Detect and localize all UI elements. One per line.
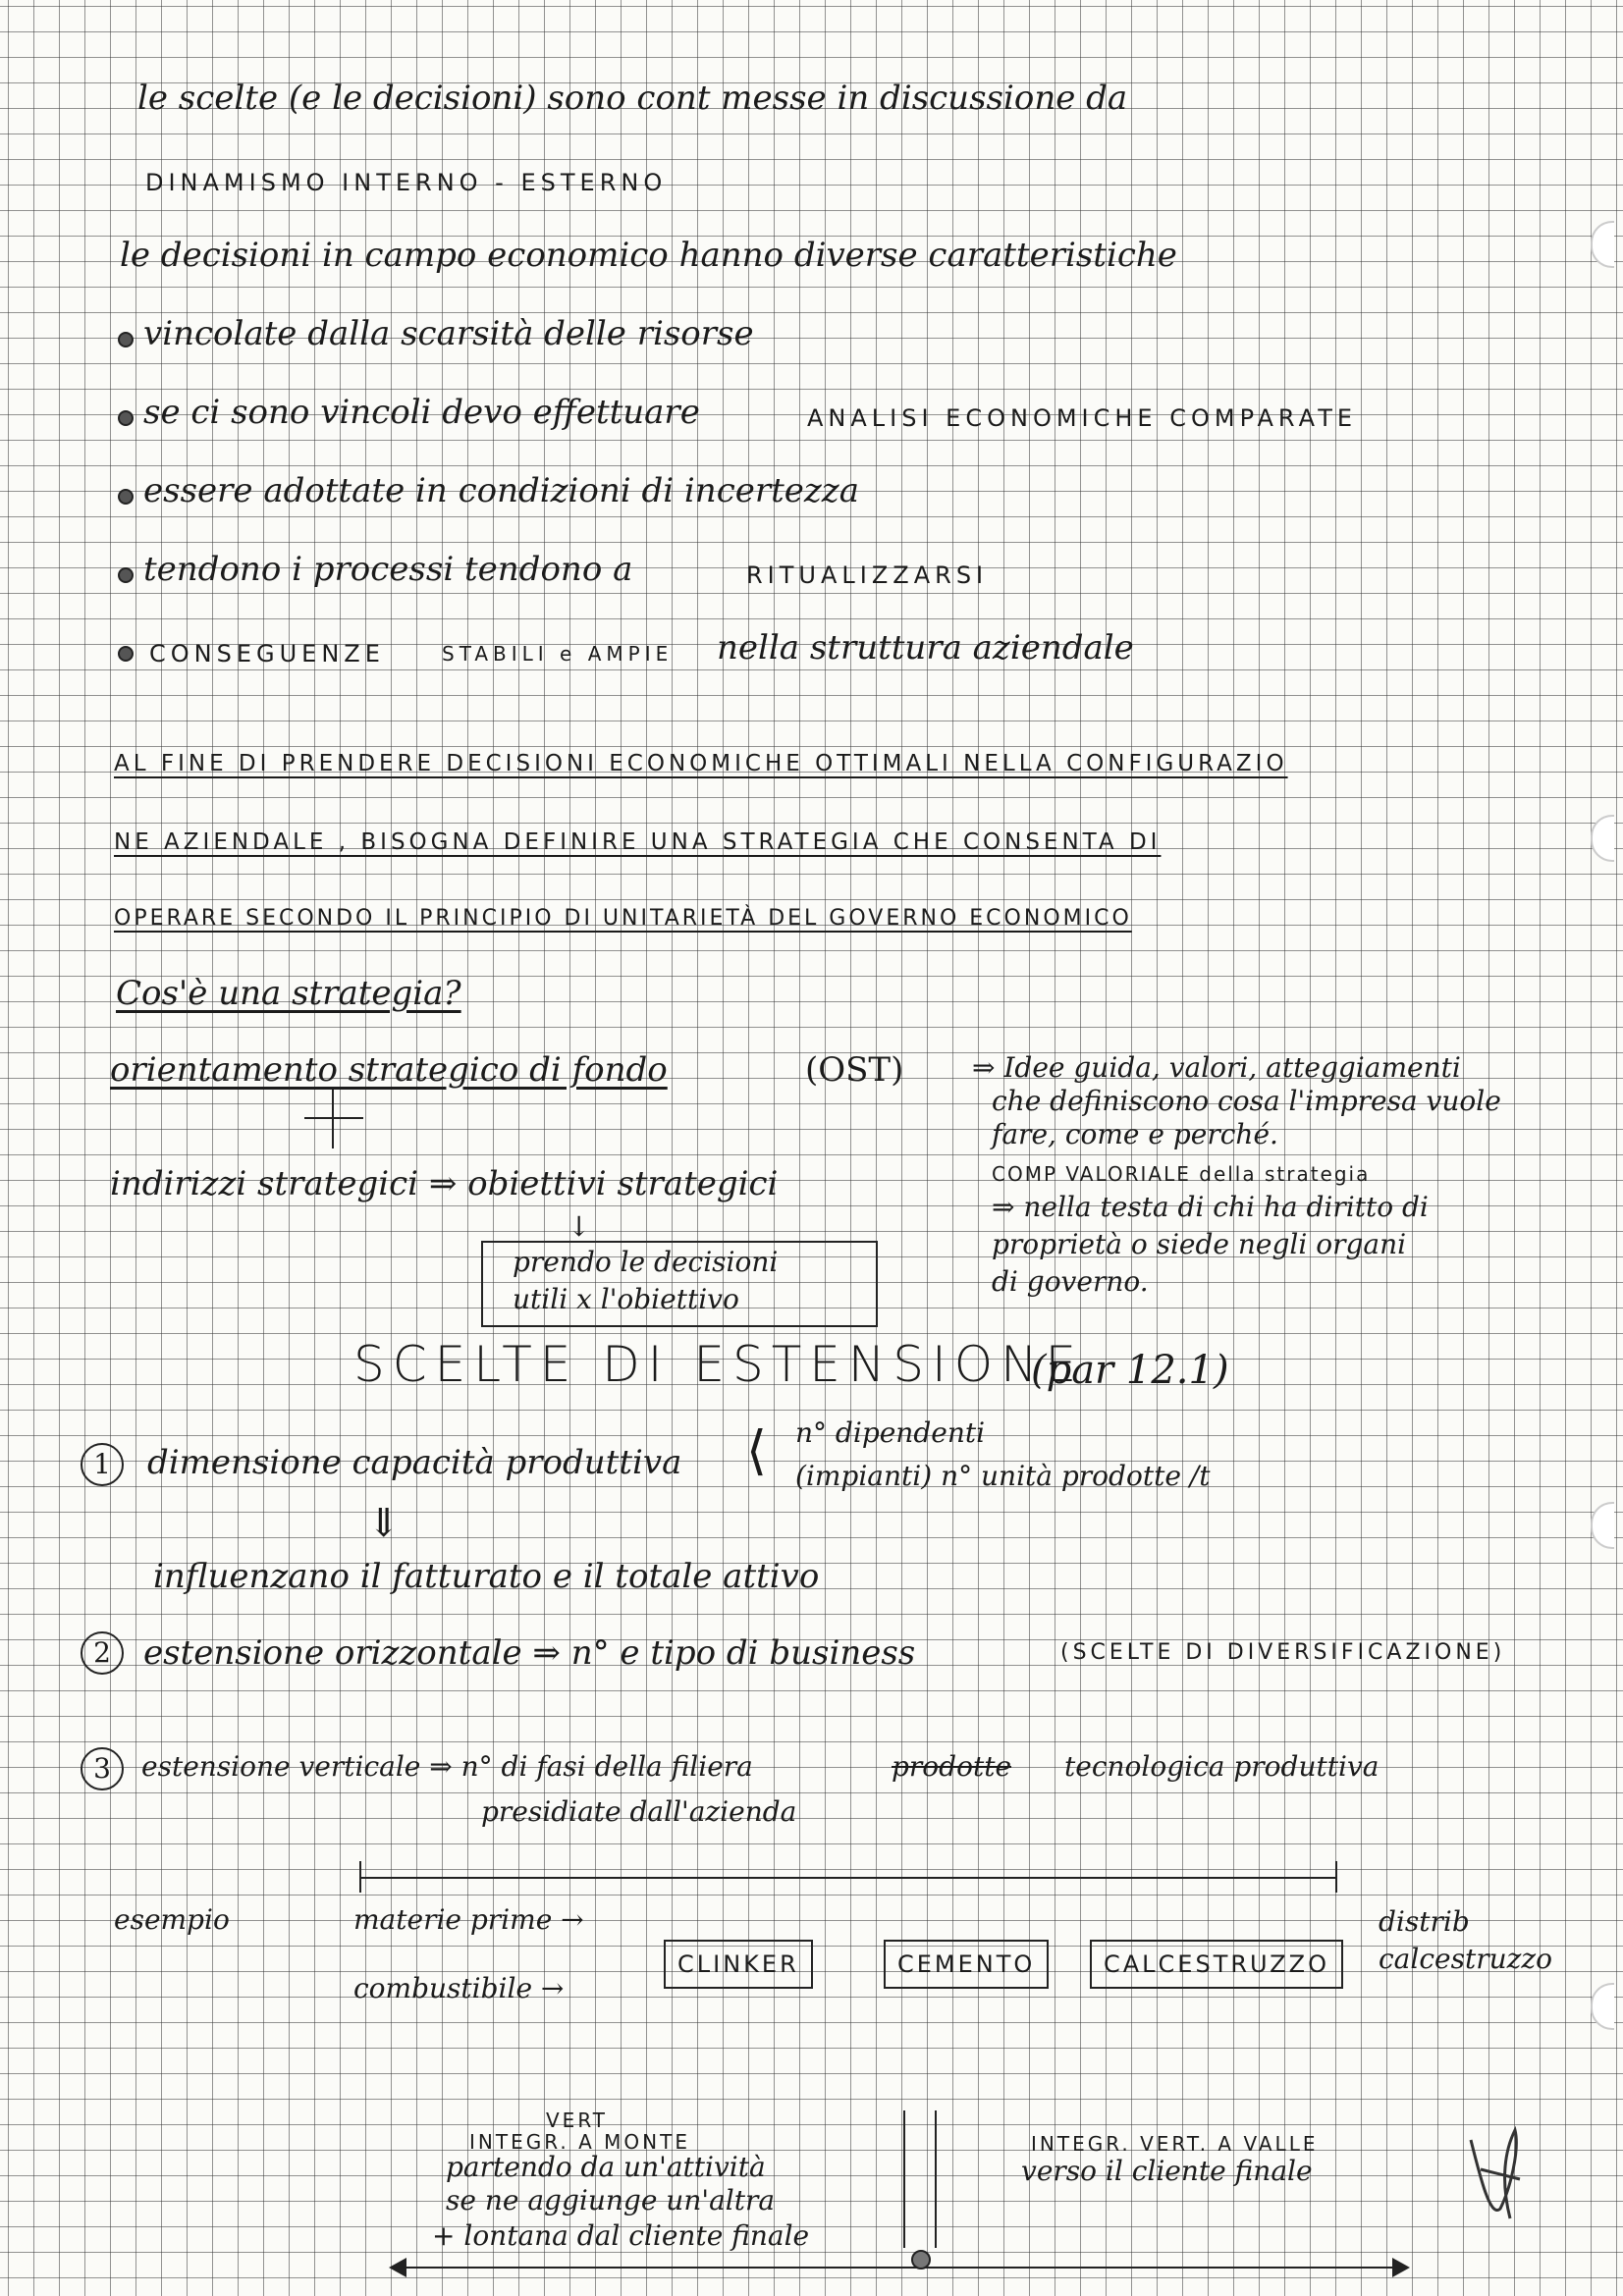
plus-icon [304, 1090, 363, 1148]
influence-line: influenzano il fatturato e il totale attivo [153, 1557, 820, 1596]
ost-note: proprietà o siede negli organi [992, 1228, 1407, 1260]
separator-strip [903, 2110, 937, 2248]
ost-abbr: (OST) [805, 1050, 904, 1090]
chain-step-calcestruzzo: CALCESTRUZZO [1090, 1940, 1343, 1989]
item-3-text: estensione verticale ⇒ n° di fasi della filiera [141, 1750, 753, 1783]
chain-step-clinker: CLINKER [664, 1940, 813, 1989]
upstream-label: INTEGR. A MONTE [469, 2130, 690, 2154]
highlight-line: AL FINE DI PRENDERE DECISIONI ECONOMICHE OTTIMALI NELLA CONFIGURAZIO [114, 751, 1288, 776]
double-headed-arrow-icon [389, 2258, 1410, 2277]
punch-hole [1591, 221, 1614, 268]
item-1-text: dimensione capacità produttiva [147, 1443, 682, 1482]
section-title: SCELTE DI ESTENSIONE [353, 1336, 1085, 1393]
punch-hole [1591, 1502, 1614, 1549]
upstream-note: + lontana dal cliente finale [432, 2219, 810, 2252]
brace-icon: ⟨ [746, 1419, 768, 1481]
ost-note: COMP VALORIALE della strategia [992, 1162, 1371, 1186]
box-line: prendo le decisioni [513, 1246, 779, 1278]
double-arrow-icon: ⇓ [367, 1501, 401, 1546]
question: Cos'è una strategia? [116, 974, 461, 1013]
bracket-tick [1335, 1861, 1337, 1893]
example-label: esempio [114, 1903, 230, 1936]
number-2: 2 [81, 1631, 124, 1675]
upstream-note: partendo da un'attività [446, 2151, 766, 2183]
ost-label: orientamento strategico di fondo [110, 1050, 668, 1090]
number-1: 1 [81, 1443, 124, 1486]
note-line: le decisioni in campo economico hanno diverse caratteristiche [120, 236, 1177, 275]
bullet-icon [118, 489, 134, 505]
item-1-option: (impianti) n° unità prodotte /t [795, 1460, 1211, 1492]
bullet-item: vincolate dalla scarsità delle risorse [143, 314, 754, 353]
downstream-note: verso il cliente finale [1021, 2155, 1313, 2187]
end-label: distrib [1379, 1905, 1470, 1938]
box-line: utili x l'obiettivo [513, 1283, 739, 1315]
signature-mark [1461, 2120, 1540, 2228]
top-bracket-line [359, 1877, 1337, 1879]
ost-note: ⇒ Idee guida, valori, atteggiamenti [972, 1051, 1461, 1084]
bullet-item: essere adottate in condizioni di incertezza [143, 471, 859, 510]
bullet-item-caps: STABILI e AMPIE [442, 642, 674, 666]
ost-note: ⇒ nella testa di chi ha diritto di [992, 1191, 1429, 1223]
bullet-icon [118, 332, 134, 347]
bullet-item-caps: CONSEGUENZE [149, 640, 385, 667]
item-2-text: estensione orizzontale ⇒ n° e tipo di business [143, 1633, 916, 1673]
item-3-struck: prodotte [892, 1750, 1012, 1783]
bullet-item-caps: RITUALIZZARSI [746, 561, 989, 589]
indirizzi-line: indirizzi strategici ⇒ obiettivi strategici [110, 1164, 779, 1203]
ost-note: fare, come e perché. [992, 1118, 1278, 1150]
item-1-option: n° dipendenti [795, 1416, 986, 1449]
arrow-down-icon: ↓ [568, 1210, 591, 1243]
downstream-label: INTEGR. VERT. A VALLE [1031, 2132, 1319, 2156]
bullet-icon [118, 567, 134, 583]
punch-hole [1591, 815, 1614, 862]
bullet-item: se ci sono vincoli devo effettuare [143, 393, 700, 432]
number-3: 3 [81, 1747, 124, 1790]
chain-step-cemento: CEMENTO [884, 1940, 1049, 1989]
item-2-caps: (SCELTE DI DIVERSIFICAZIONE) [1060, 1640, 1506, 1665]
end-label: calcestruzzo [1379, 1943, 1552, 1975]
bullet-item-caps: ANALISI ECONOMICHE COMPARATE [807, 404, 1358, 432]
highlight-line: OPERARE SECONDO IL PRINCIPIO DI UNITARIETÀ DEL GOVERNO ECONOMICO [114, 906, 1132, 931]
note-line: DINAMISMO INTERNO - ESTERNO [145, 169, 668, 196]
section-title-ref: (par 12.1) [1031, 1348, 1229, 1393]
bullet-item: nella struttura aziendale [717, 628, 1134, 667]
item-3-tail: tecnologica produttiva [1064, 1750, 1380, 1783]
punch-hole [1591, 1983, 1614, 2030]
note-line: le scelte (e le decisioni) sono cont messe in discussione da [137, 79, 1128, 118]
ost-note: che definiscono cosa l'impresa vuole [992, 1085, 1501, 1117]
upstream-note: se ne aggiunge un'altra [446, 2184, 776, 2216]
bullet-item: tendono i processi tendono a [143, 550, 633, 589]
center-mark-icon [911, 2250, 931, 2269]
bracket-tick [359, 1861, 361, 1893]
bullet-icon [118, 646, 134, 662]
input-label: combustibile → [353, 1972, 565, 2004]
highlight-line: NE AZIENDALE , BISOGNA DEFINIRE UNA STRATEGIA CHE CONSENTA DI [114, 829, 1162, 855]
decision-box [481, 1241, 878, 1327]
ost-note: di governo. [992, 1265, 1149, 1298]
input-label: materie prime → [353, 1903, 584, 1936]
item-3-line2: presidiate dall'azienda [481, 1795, 797, 1828]
bullet-icon [118, 410, 134, 426]
vert-label: VERT [546, 2109, 608, 2132]
